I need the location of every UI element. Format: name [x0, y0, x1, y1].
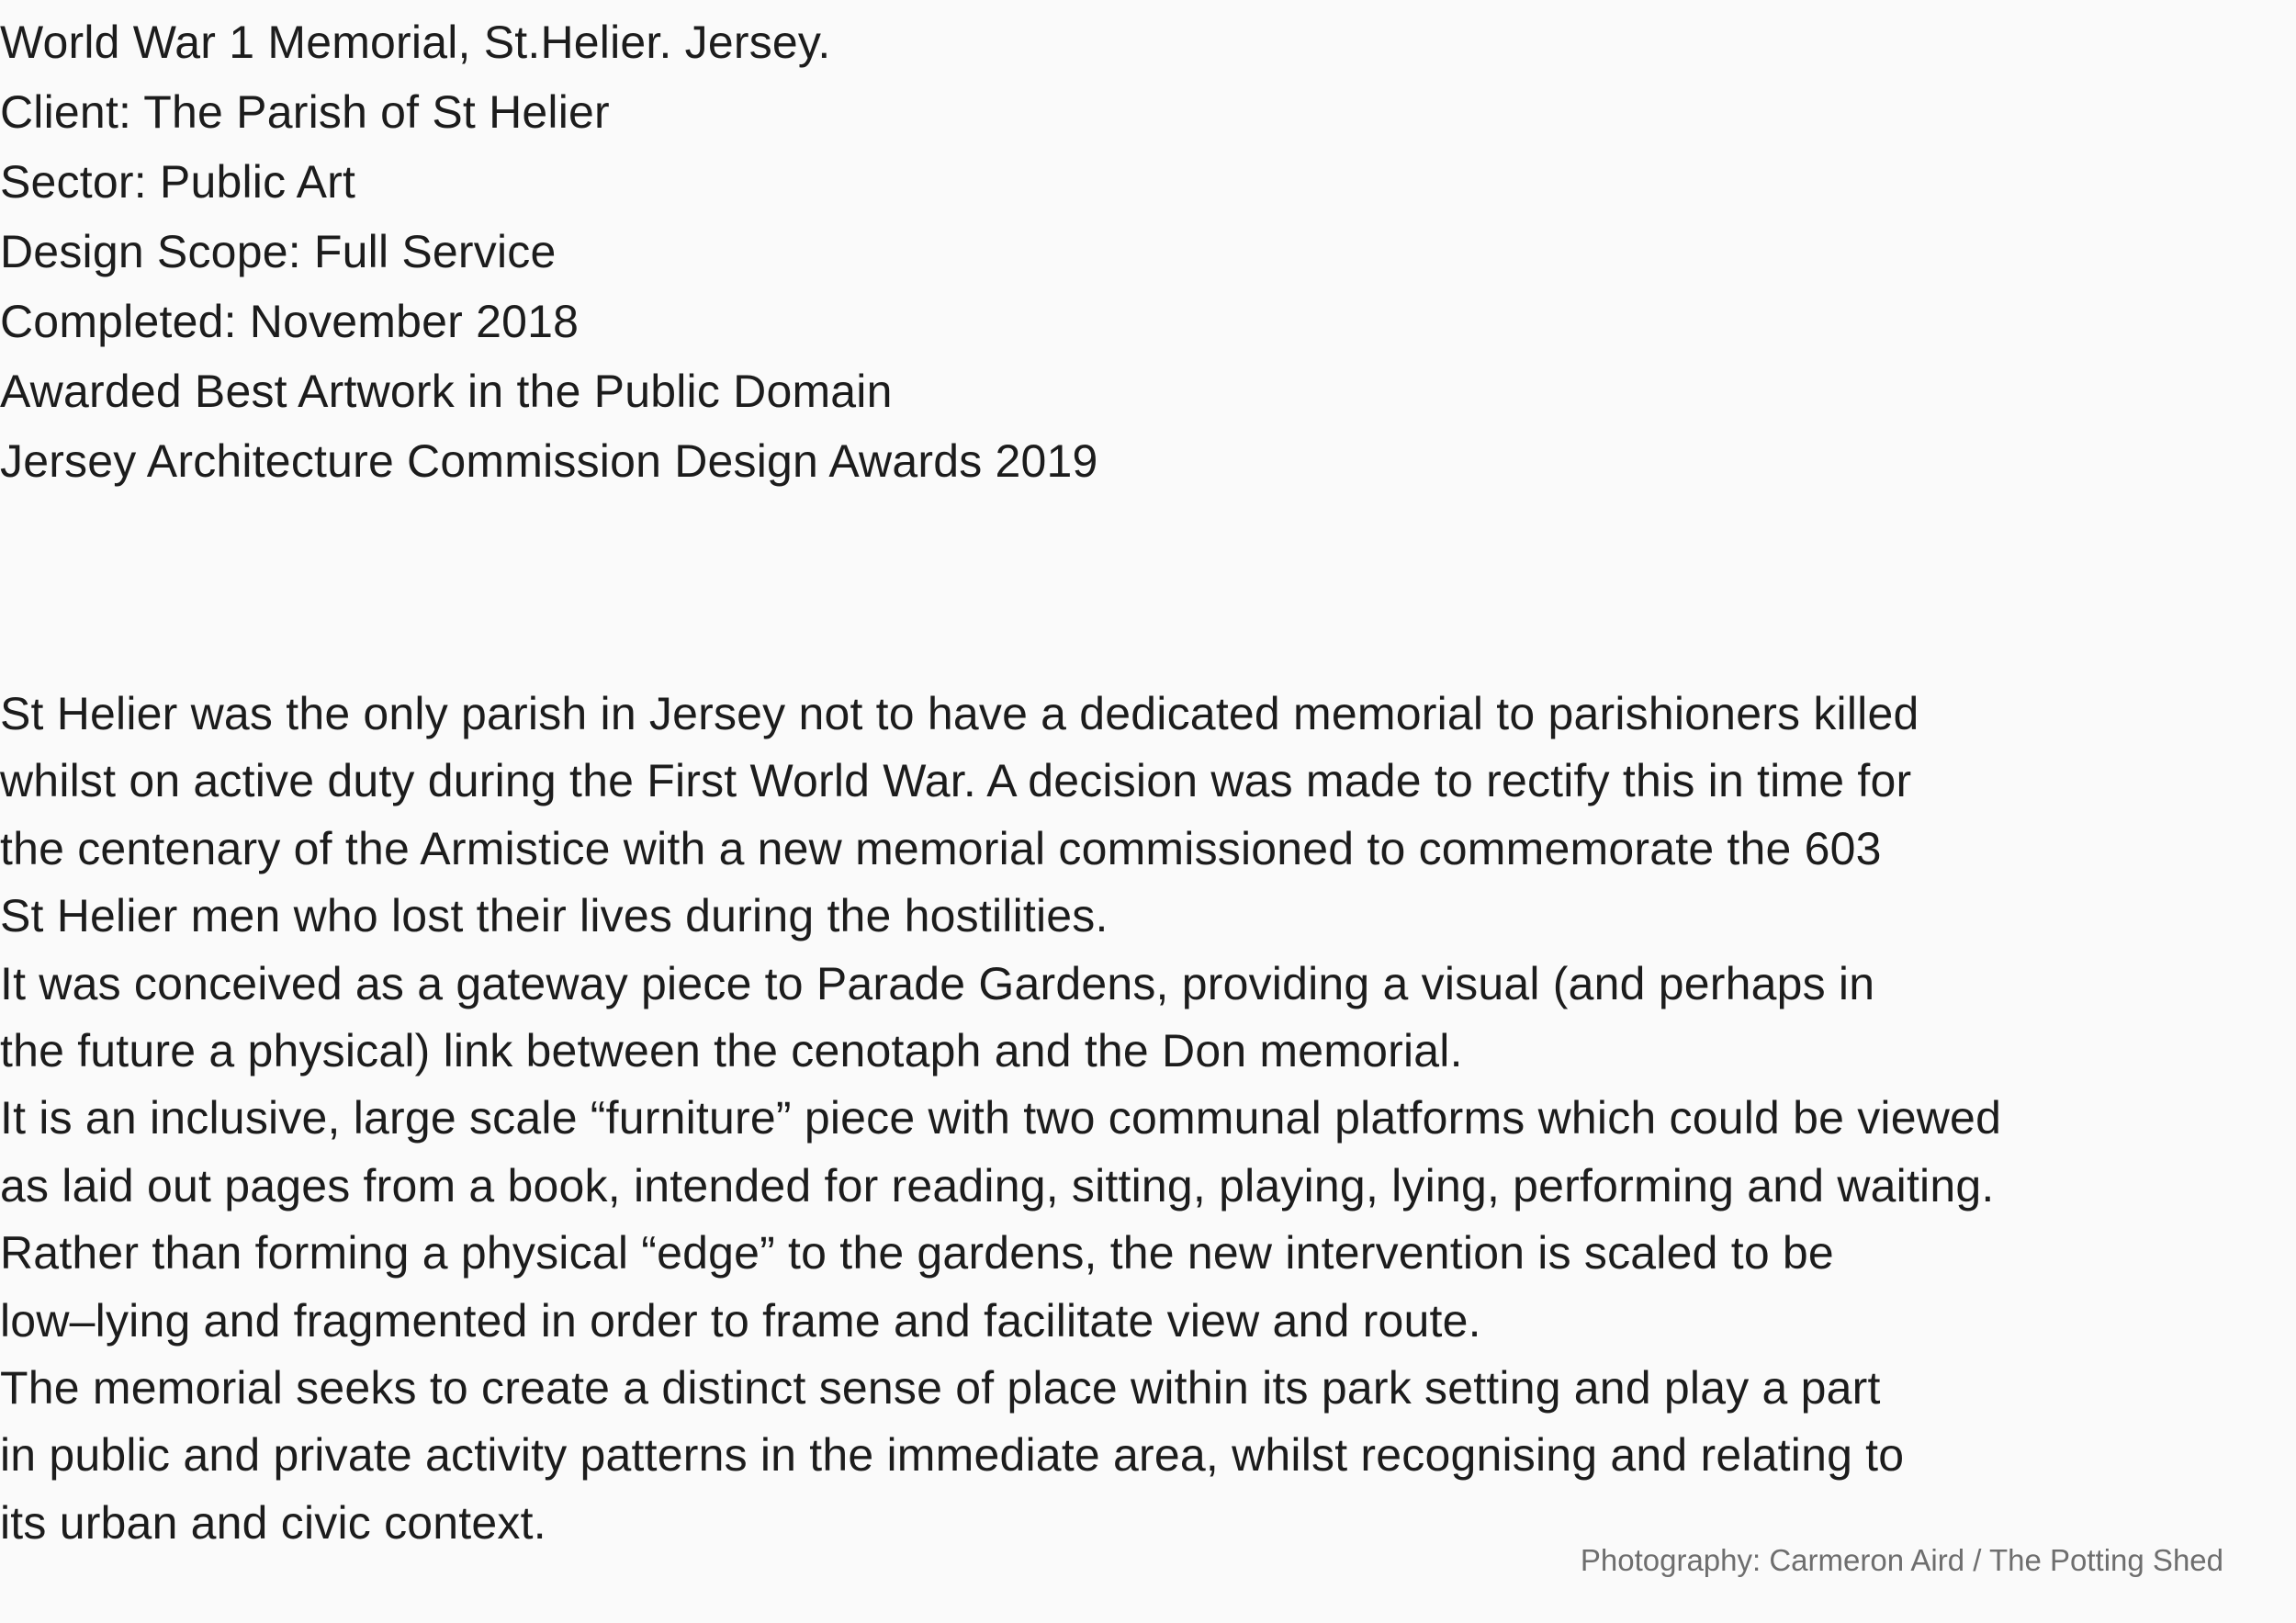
description-line: St Helier men who lost their lives during the hostilities. — [0, 890, 1109, 942]
description-line: low–lying and fragmented in order to frame and facilitate view and route. — [0, 1294, 1481, 1347]
design-scope-line: Design Scope: Full Service — [0, 226, 557, 277]
description-line: St Helier was the only parish in Jersey not to have a dedicated memorial to parishioners killed — [0, 688, 1919, 739]
description-line: as laid out pages from a book, intended for reading, sitting, playing, lying, performing and waiting. — [0, 1159, 1995, 1212]
completed-line: Completed: November 2018 — [0, 296, 580, 347]
photography-credit: Photography: Carmeron Aird / The Potting Shed — [1580, 1543, 2223, 1577]
award-body-line: Jersey Architecture Commission Design Awards 2019 — [0, 435, 1098, 487]
client-line: Client: The Parish of St Helier — [0, 86, 610, 138]
project-description — [0, 681, 2259, 1557]
description-line: in public and private activity patterns in the immediate area, whilst recognising and relating to — [0, 1429, 1905, 1482]
description-line: Rather than forming a physical “edge” to the gardens, the new intervention is scaled to be — [0, 1227, 1834, 1279]
award-line: Awarded Best Artwork in the Public Domain — [0, 366, 893, 417]
description-line: whilst on active duty during the First World War. A decision was made to rectify this in time for — [0, 755, 1912, 807]
description-line: the centenary of the Armistice with a new memorial commissioned to commemorate the 603 — [0, 822, 1882, 874]
description-line: its urban and civic context. — [0, 1496, 546, 1549]
description-line: It is an inclusive, large scale “furniture” piece with two communal platforms which could be viewed — [0, 1092, 2002, 1144]
project-title: World War 1 Memorial, St.Helier. Jersey. — [0, 17, 831, 68]
description-line: the future a physical) link between the cenotaph and the Don memorial. — [0, 1024, 1463, 1076]
description-line: The memorial seeks to create a distinct sense of place within its park setting and play a part — [0, 1361, 1881, 1414]
project-info — [0, 7, 1837, 496]
sector-line: Sector: Public Art — [0, 156, 356, 208]
description-line: It was conceived as a gateway piece to Parade Gardens, providing a visual (and perhaps in — [0, 957, 1875, 1009]
